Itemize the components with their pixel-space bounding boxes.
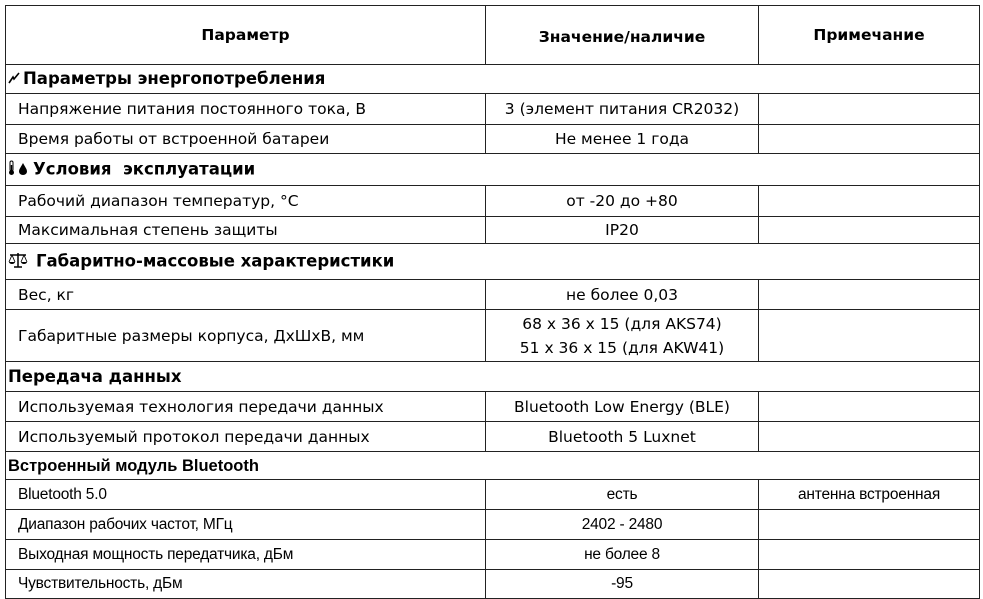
- table-row: [6, 280, 980, 310]
- section-row-operating: [6, 154, 980, 186]
- section-row-data-transfer: [6, 362, 980, 392]
- note-cell: [759, 217, 980, 244]
- lightning-icon: [8, 70, 20, 88]
- value-line-1: 68 x 36 x 15 (для AKS74): [522, 314, 722, 333]
- section-title: Условия эксплуатации: [6, 154, 980, 186]
- value-cell: -95: [486, 570, 759, 599]
- note-cell: [759, 540, 980, 570]
- note-cell: [759, 94, 980, 125]
- value-cell: 2402 - 2480: [486, 510, 759, 540]
- param-cell: Напряжение питания постоянного тока, В: [6, 94, 486, 125]
- note-cell: [759, 392, 980, 422]
- spec-table: [5, 5, 980, 599]
- water-drop-icon: [19, 161, 27, 179]
- param-cell: Диапазон рабочих частот, МГц: [6, 510, 486, 540]
- table-row: [6, 392, 980, 422]
- value-line-2: 51 x 36 x 15 (для AKW41): [519, 338, 725, 357]
- value-cell: от -20 до +80: [486, 186, 759, 217]
- note-cell: [759, 310, 980, 362]
- table-row: [6, 186, 980, 217]
- table-row: [6, 510, 980, 540]
- table-row: [6, 422, 980, 452]
- thermometer-icon: [8, 160, 15, 180]
- param-cell: Время работы от встроенной батареи: [6, 125, 486, 154]
- header-value: Значение/наличие: [486, 6, 759, 65]
- value-cell: 3 (элемент питания CR2032): [486, 94, 759, 125]
- note-cell: [759, 186, 980, 217]
- section-title: Передача данных: [6, 362, 980, 392]
- note-cell: антенна встроенная: [759, 480, 980, 510]
- param-cell: Выходная мощность передатчика, дБм: [6, 540, 486, 570]
- table-row: [6, 125, 980, 154]
- value-cell: Bluetooth 5 Luxnet: [486, 422, 759, 452]
- section-row-dimensions: [6, 244, 980, 280]
- section-title: Габаритно-массовые характеристики: [6, 244, 980, 280]
- value-cell: IP20: [486, 217, 759, 244]
- value-cell: [486, 310, 759, 362]
- section-title: Встроенный модуль Bluetooth: [6, 452, 980, 480]
- note-cell: [759, 570, 980, 599]
- param-cell: Габаритные размеры корпуса, ДхШхВ, мм: [6, 310, 486, 362]
- table-row: [6, 217, 980, 244]
- section-row-power: [6, 65, 980, 94]
- value-cell: есть: [486, 480, 759, 510]
- header-param: Параметр: [6, 6, 486, 65]
- value-cell: не более 0,03: [486, 280, 759, 310]
- table-row: [6, 540, 980, 570]
- table-row: [6, 94, 980, 125]
- section-title: Параметры энергопотребления: [6, 65, 980, 94]
- note-cell: [759, 125, 980, 154]
- table-row: [6, 570, 980, 599]
- section-row-bluetooth-module: [6, 452, 980, 480]
- table-row: [6, 480, 980, 510]
- param-cell: Используемая технология передачи данных: [6, 392, 486, 422]
- header-note: Примечание: [759, 6, 980, 65]
- note-cell: [759, 422, 980, 452]
- value-cell: Не менее 1 года: [486, 125, 759, 154]
- table-row: [6, 310, 980, 362]
- header-row: [6, 6, 980, 65]
- param-cell: Чувствительность, дБм: [6, 570, 486, 599]
- param-cell: Bluetooth 5.0: [6, 480, 486, 510]
- note-cell: [759, 510, 980, 540]
- value-cell: не более 8: [486, 540, 759, 570]
- scales-icon: [8, 252, 28, 272]
- param-cell: Максимальная степень защиты: [6, 217, 486, 244]
- param-cell: Используемый протокол передачи данных: [6, 422, 486, 452]
- param-cell: Рабочий диапазон температур, °С: [6, 186, 486, 217]
- param-cell: Вес, кг: [6, 280, 486, 310]
- note-cell: [759, 280, 980, 310]
- value-cell: Bluetooth Low Energy (BLE): [486, 392, 759, 422]
